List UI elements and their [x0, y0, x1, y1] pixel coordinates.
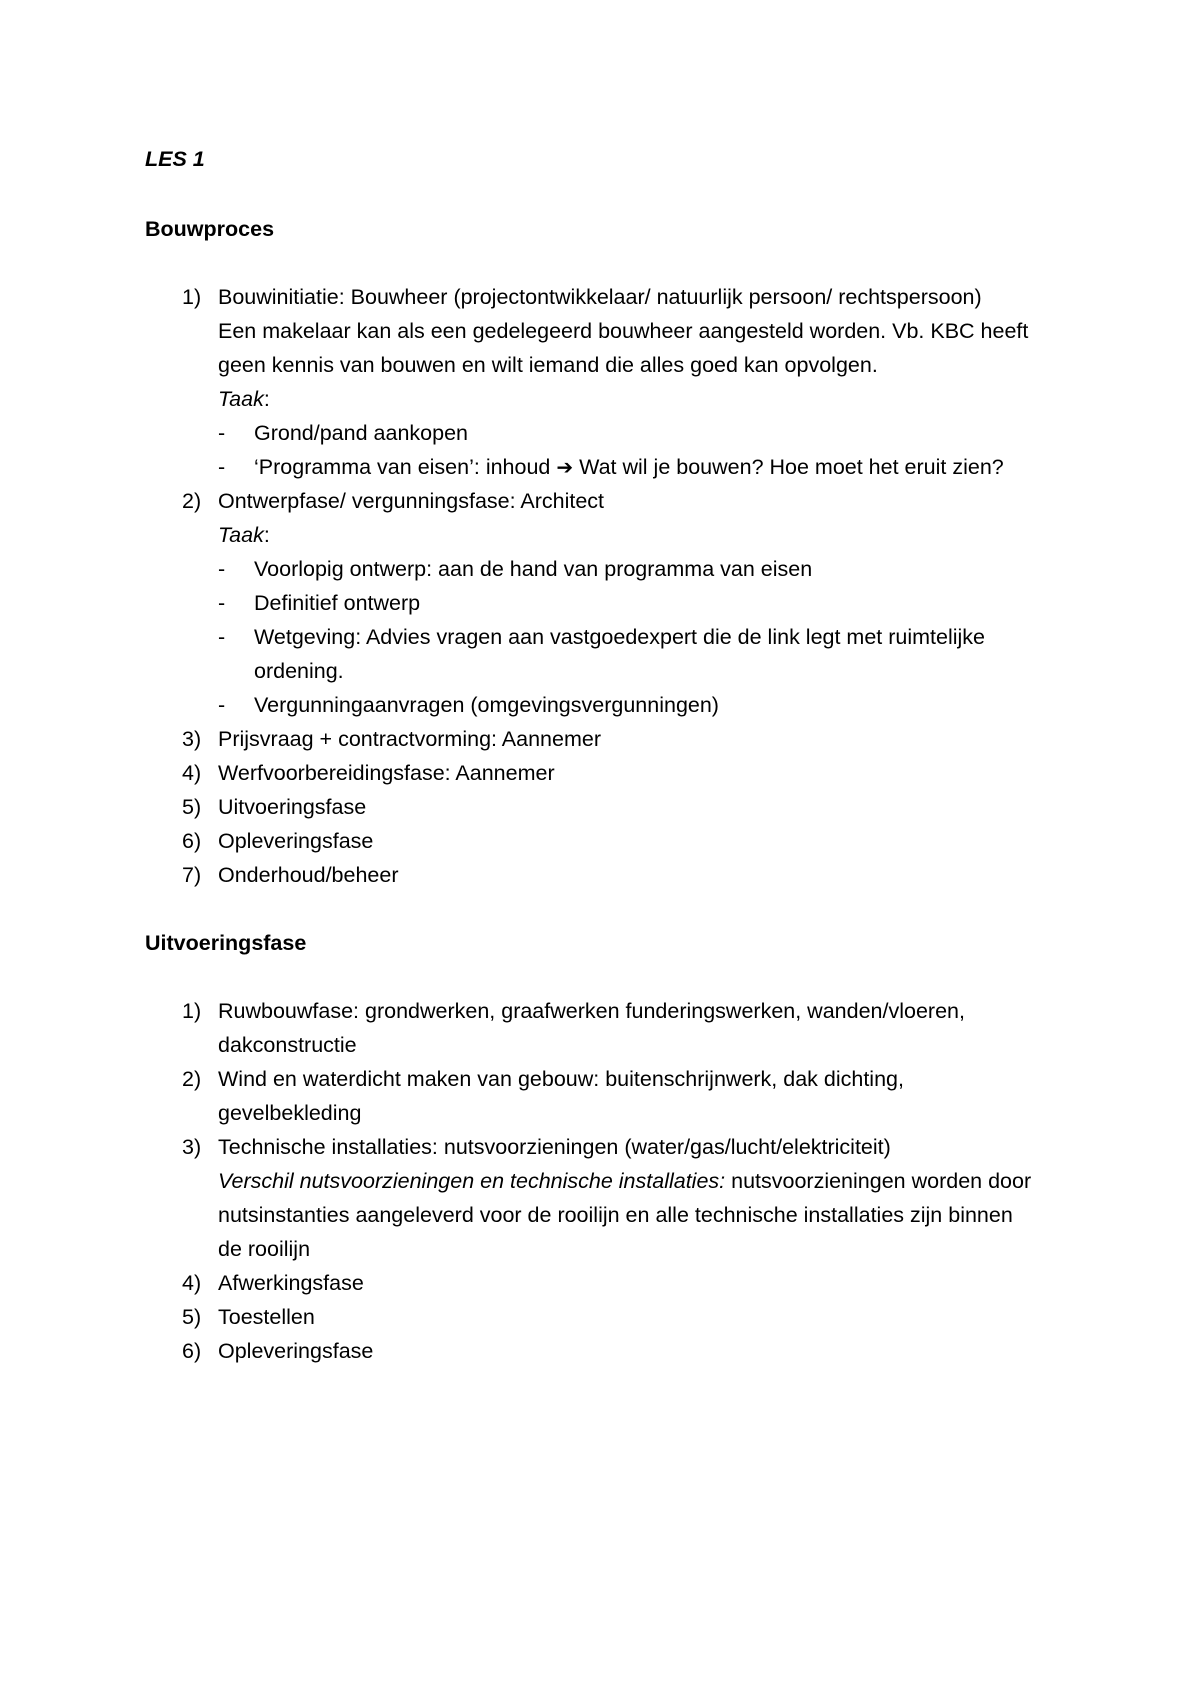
- list-number: 2): [182, 489, 202, 513]
- list-number: 5): [182, 795, 202, 819]
- list-item-line: Werfvoorbereidingsfase: Aannemer: [218, 761, 555, 785]
- list-number: 7): [182, 863, 202, 887]
- doc-title: LES 1: [145, 147, 205, 171]
- bullet-item: Voorlopig ontwerp: aan de hand van programma van eisen: [254, 557, 813, 581]
- bullet-item: Definitief ontwerp: [254, 591, 421, 615]
- section-heading-uitvoeringsfase: Uitvoeringsfase: [145, 931, 307, 955]
- list-item-line: Ontwerpfase/ vergunningsfase: Architect: [218, 489, 605, 513]
- list-item-line: gevelbekleding: [218, 1101, 362, 1125]
- taak-label: Taak:: [218, 523, 270, 547]
- list-item-line: Technische installaties: nutsvoorzieningen (water/gas/lucht/elektriciteit): [218, 1135, 891, 1159]
- list-item-line: Ruwbouwfase: grondwerken, graafwerken funderingswerken, wanden/vloeren,: [218, 999, 965, 1023]
- bullet-dash: -: [218, 591, 226, 615]
- list-number: 6): [182, 829, 202, 853]
- bullet-dash: -: [218, 421, 226, 445]
- list-number: 3): [182, 727, 202, 751]
- bullet-item: Wetgeving: Advies vragen aan vastgoedexpert die de link legt met ruimtelijke: [254, 625, 986, 649]
- list-number: 1): [182, 285, 202, 309]
- bullet-item: Vergunningaanvragen (omgevingsvergunningen): [254, 693, 719, 717]
- list-number: 3): [182, 1135, 202, 1159]
- list-item-line: geen kennis van bouwen en wilt iemand die alles goed kan opvolgen.: [218, 353, 878, 377]
- list-item-line: Een makelaar kan als een gedelegeerd bouwheer aangesteld worden. Vb. KBC heeft: [218, 319, 1029, 343]
- bullet-dash: -: [218, 455, 226, 479]
- list-item-line: Onderhoud/beheer: [218, 863, 399, 887]
- list-item-line: Prijsvraag + contractvorming: Aannemer: [218, 727, 601, 751]
- bullet-item: ‘Programma van eisen’: inhoud ➔ Wat wil je bouwen? Hoe moet het eruit zien?: [254, 455, 1004, 479]
- bullet-dash: -: [218, 625, 226, 649]
- bullet-item: Grond/pand aankopen: [254, 421, 468, 445]
- taak-label: Taak:: [218, 387, 270, 411]
- list-number: 1): [182, 999, 202, 1023]
- list-number: 4): [182, 761, 202, 785]
- list-item-line: Verschil nutsvoorzieningen en technische installaties: nutsvoorzieningen worden door: [218, 1169, 1032, 1193]
- list-item-line: de rooilijn: [218, 1237, 311, 1261]
- bullet-dash: -: [218, 693, 226, 717]
- list-number: 2): [182, 1067, 202, 1091]
- list-item-line: nutsinstanties aangeleverd voor de rooilijn en alle technische installaties zijn binnen: [218, 1203, 1013, 1227]
- bullet-dash: -: [218, 557, 226, 581]
- list-number: 4): [182, 1271, 202, 1295]
- list-item-line: Opleveringsfase: [218, 829, 374, 853]
- list-item-line: Wind en waterdicht maken van gebouw: buitenschrijnwerk, dak dichting,: [218, 1067, 904, 1091]
- list-number: 5): [182, 1305, 202, 1329]
- section-heading-bouwproces: Bouwproces: [145, 217, 275, 241]
- list-item-line: Toestellen: [218, 1305, 315, 1329]
- list-item-line: Uitvoeringsfase: [218, 795, 367, 819]
- list-number: 6): [182, 1339, 202, 1363]
- list-item-line: dakconstructie: [218, 1033, 357, 1057]
- list-item-line: Bouwinitiatie: Bouwheer (projectontwikkelaar/ natuurlijk persoon/ rechtspersoon): [218, 285, 982, 309]
- list-item-line: Afwerkingsfase: [218, 1271, 364, 1295]
- list-item-line: Opleveringsfase: [218, 1339, 374, 1363]
- bullet-item-cont: ordening.: [254, 659, 344, 683]
- arrow-right-icon: ➔: [556, 455, 574, 479]
